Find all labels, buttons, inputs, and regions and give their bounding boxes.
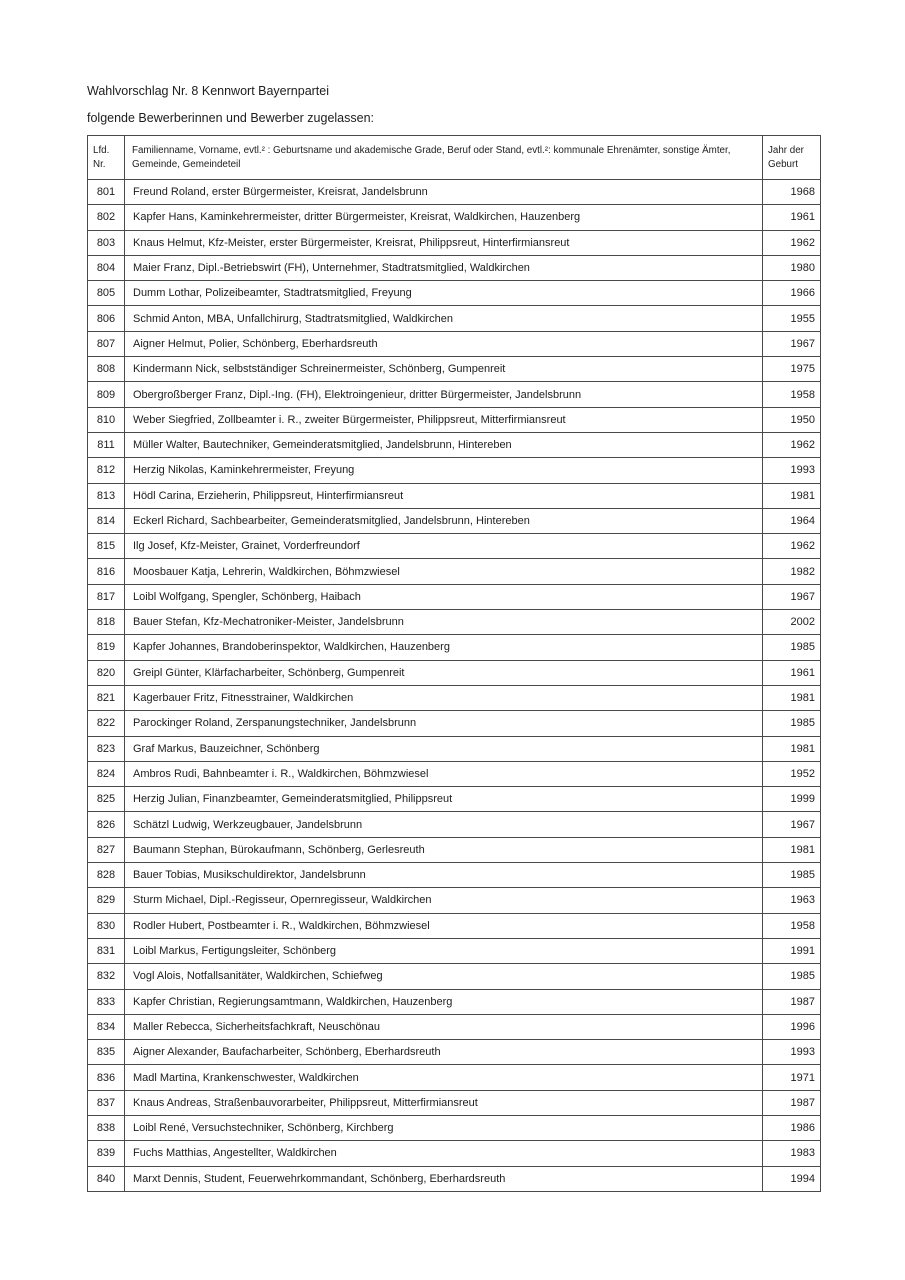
row-number: 806 [88,306,125,331]
row-candidate-details: Ambros Rudi, Bahnbeamter i. R., Waldkirchen, Böhmzwiesel [125,761,763,786]
row-candidate-details: Kapfer Christian, Regierungsamtmann, Waldkirchen, Hauzenberg [125,989,763,1014]
row-birth-year: 1993 [763,1040,821,1065]
row-candidate-details: Kapfer Johannes, Brandoberinspektor, Waldkirchen, Hauzenberg [125,635,763,660]
row-birth-year: 1964 [763,508,821,533]
row-birth-year: 1968 [763,180,821,205]
table-row [88,837,821,862]
row-candidate-details: Marxt Dennis, Student, Feuerwehrkommandant, Schönberg, Eberhardsreuth [125,1166,763,1191]
row-number: 812 [88,458,125,483]
table-row [88,685,821,710]
row-birth-year: 1985 [763,964,821,989]
row-candidate-details: Ilg Josef, Kfz-Meister, Grainet, Vorderfreundorf [125,534,763,559]
row-candidate-details: Rodler Hubert, Postbeamter i. R., Waldkirchen, Böhmzwiesel [125,913,763,938]
row-number: 838 [88,1115,125,1140]
row-birth-year: 2002 [763,610,821,635]
table-row [88,458,821,483]
table-row [88,559,821,584]
row-number: 814 [88,508,125,533]
row-number: 839 [88,1141,125,1166]
table-row [88,483,821,508]
row-birth-year: 1975 [763,357,821,382]
candidate-table-body [88,180,821,1192]
row-birth-year: 1980 [763,255,821,280]
row-birth-year: 1981 [763,837,821,862]
row-number: 826 [88,812,125,837]
table-row [88,584,821,609]
row-number: 803 [88,230,125,255]
row-birth-year: 1971 [763,1065,821,1090]
table-row [88,230,821,255]
row-number: 818 [88,610,125,635]
row-number: 801 [88,180,125,205]
row-candidate-details: Maller Rebecca, Sicherheitsfachkraft, Neuschönau [125,1014,763,1039]
row-number: 815 [88,534,125,559]
row-birth-year: 1987 [763,989,821,1014]
table-row [88,382,821,407]
row-candidate-details: Maier Franz, Dipl.-Betriebswirt (FH), Unternehmer, Stadtratsmitglied, Waldkirchen [125,255,763,280]
table-row [88,736,821,761]
row-birth-year: 1958 [763,913,821,938]
table-row [88,888,821,913]
table-row [88,863,821,888]
table-row [88,306,821,331]
row-candidate-details: Weber Siegfried, Zollbeamter i. R., zweiter Bürgermeister, Philippsreut, Mitterfirmiansreut [125,407,763,432]
table-row [88,938,821,963]
row-number: 809 [88,382,125,407]
row-candidate-details: Madl Martina, Krankenschwester, Waldkirchen [125,1065,763,1090]
row-number: 821 [88,685,125,710]
row-birth-year: 1967 [763,331,821,356]
row-birth-year: 1981 [763,685,821,710]
row-number: 817 [88,584,125,609]
row-candidate-details: Herzig Nikolas, Kaminkehrermeister, Freyung [125,458,763,483]
row-number: 820 [88,660,125,685]
row-candidate-details: Greipl Günter, Klärfacharbeiter, Schönberg, Gumpenreit [125,660,763,685]
row-number: 813 [88,483,125,508]
row-birth-year: 1967 [763,584,821,609]
row-candidate-details: Bauer Tobias, Musikschuldirektor, Jandelsbrunn [125,863,763,888]
row-candidate-details: Herzig Julian, Finanzbeamter, Gemeinderatsmitglied, Philippsreut [125,787,763,812]
row-candidate-details: Moosbauer Katja, Lehrerin, Waldkirchen, Böhmzwiesel [125,559,763,584]
row-birth-year: 1961 [763,660,821,685]
row-birth-year: 1999 [763,787,821,812]
table-row [88,989,821,1014]
row-number: 837 [88,1090,125,1115]
table-row [88,1115,821,1140]
row-candidate-details: Eckerl Richard, Sachbearbeiter, Gemeinderatsmitglied, Jandelsbrunn, Hintereben [125,508,763,533]
table-row [88,913,821,938]
row-birth-year: 1966 [763,281,821,306]
table-row [88,281,821,306]
row-number: 804 [88,255,125,280]
row-birth-year: 1967 [763,812,821,837]
row-number: 822 [88,711,125,736]
row-candidate-details: Dumm Lothar, Polizeibeamter, Stadtratsmitglied, Freyung [125,281,763,306]
table-row [88,534,821,559]
row-number: 810 [88,407,125,432]
row-candidate-details: Schmid Anton, MBA, Unfallchirurg, Stadtratsmitglied, Waldkirchen [125,306,763,331]
table-row [88,508,821,533]
row-candidate-details: Fuchs Matthias, Angestellter, Waldkirchen [125,1141,763,1166]
row-birth-year: 1963 [763,888,821,913]
row-birth-year: 1985 [763,635,821,660]
row-number: 824 [88,761,125,786]
row-candidate-details: Kapfer Hans, Kaminkehrermeister, dritter Bürgermeister, Kreisrat, Waldkirchen, Hauzenberg [125,205,763,230]
row-number: 840 [88,1166,125,1191]
row-candidate-details: Kindermann Nick, selbstständiger Schreinermeister, Schönberg, Gumpenreit [125,357,763,382]
row-number: 811 [88,432,125,457]
row-candidate-details: Graf Markus, Bauzeichner, Schönberg [125,736,763,761]
row-candidate-details: Hödl Carina, Erzieherin, Philippsreut, Hinterfirmiansreut [125,483,763,508]
row-number: 819 [88,635,125,660]
row-birth-year: 1993 [763,458,821,483]
row-birth-year: 1952 [763,761,821,786]
row-number: 807 [88,331,125,356]
row-number: 830 [88,913,125,938]
row-number: 823 [88,736,125,761]
row-candidate-details: Knaus Andreas, Straßenbauvorarbeiter, Philippsreut, Mitterfirmiansreut [125,1090,763,1115]
table-row [88,964,821,989]
table-row [88,711,821,736]
table-row [88,635,821,660]
row-number: 834 [88,1014,125,1039]
row-number: 833 [88,989,125,1014]
table-row [88,180,821,205]
row-birth-year: 1981 [763,483,821,508]
table-row [88,357,821,382]
table-row [88,205,821,230]
table-row [88,787,821,812]
table-row [88,812,821,837]
row-candidate-details: Freund Roland, erster Bürgermeister, Kreisrat, Jandelsbrunn [125,180,763,205]
row-number: 829 [88,888,125,913]
row-candidate-details: Vogl Alois, Notfallsanitäter, Waldkirchen, Schiefweg [125,964,763,989]
column-header-lfd-nr: Lfd. Nr. [88,136,125,180]
row-birth-year: 1985 [763,863,821,888]
table-row [88,407,821,432]
row-number: 808 [88,357,125,382]
row-candidate-details: Sturm Michael, Dipl.-Regisseur, Opernregisseur, Waldkirchen [125,888,763,913]
row-birth-year: 1955 [763,306,821,331]
row-candidate-details: Obergroßberger Franz, Dipl.-Ing. (FH), Elektroingenieur, dritter Bürgermeister, Jandelsbrunn [125,382,763,407]
row-birth-year: 1985 [763,711,821,736]
row-candidate-details: Aigner Helmut, Polier, Schönberg, Eberhardsreuth [125,331,763,356]
page-title: Wahlvorschlag Nr. 8 Kennwort Bayernpartei [87,84,330,98]
row-candidate-details: Loibl René, Versuchstechniker, Schönberg, Kirchberg [125,1115,763,1140]
row-candidate-details: Müller Walter, Bautechniker, Gemeinderatsmitglied, Jandelsbrunn, Hintereben [125,432,763,457]
row-candidate-details: Baumann Stephan, Bürokaufmann, Schönberg, Gerlesreuth [125,837,763,862]
table-row [88,331,821,356]
row-number: 836 [88,1065,125,1090]
row-candidate-details: Kagerbauer Fritz, Fitnesstrainer, Waldkirchen [125,685,763,710]
row-birth-year: 1962 [763,432,821,457]
row-birth-year: 1950 [763,407,821,432]
table-row [88,432,821,457]
row-candidate-details: Loibl Wolfgang, Spengler, Schönberg, Haibach [125,584,763,609]
row-birth-year: 1991 [763,938,821,963]
table-row [88,1166,821,1191]
row-number: 832 [88,964,125,989]
row-number: 825 [88,787,125,812]
row-birth-year: 1981 [763,736,821,761]
column-header-birth-year: Jahr der Geburt [763,136,821,180]
row-candidate-details: Aigner Alexander, Baufacharbeiter, Schönberg, Eberhardsreuth [125,1040,763,1065]
page-subtitle: folgende Bewerberinnen und Bewerber zugelassen: [87,111,374,125]
row-candidate-details: Bauer Stefan, Kfz-Mechatroniker-Meister, Jandelsbrunn [125,610,763,635]
row-number: 831 [88,938,125,963]
row-birth-year: 1962 [763,534,821,559]
table-row [88,761,821,786]
row-number: 816 [88,559,125,584]
table-row [88,660,821,685]
table-row [88,1040,821,1065]
row-candidate-details: Loibl Markus, Fertigungsleiter, Schönberg [125,938,763,963]
table-row [88,610,821,635]
row-birth-year: 1982 [763,559,821,584]
row-number: 802 [88,205,125,230]
row-birth-year: 1958 [763,382,821,407]
header-row [88,136,821,180]
table-row [88,1090,821,1115]
table-row [88,1141,821,1166]
row-birth-year: 1994 [763,1166,821,1191]
row-birth-year: 1962 [763,230,821,255]
row-candidate-details: Knaus Helmut, Kfz-Meister, erster Bürgermeister, Kreisrat, Philippsreut, Hinterfirmiansreut [125,230,763,255]
table-row [88,1065,821,1090]
candidate-table-header [88,136,821,180]
row-birth-year: 1986 [763,1115,821,1140]
table-row [88,255,821,280]
row-birth-year: 1996 [763,1014,821,1039]
table-row [88,1014,821,1039]
candidate-table [87,135,821,1192]
row-number: 835 [88,1040,125,1065]
row-birth-year: 1961 [763,205,821,230]
row-birth-year: 1983 [763,1141,821,1166]
row-birth-year: 1987 [763,1090,821,1115]
column-header-name-details: Familienname, Vorname, evtl.² : Geburtsname und akademische Grade, Beruf oder Stand, evtl.²: kommunale Ehrenämter, sonstige Ämter, Gemeinde, Gemeindeteil [125,136,763,180]
row-number: 827 [88,837,125,862]
row-number: 828 [88,863,125,888]
row-number: 805 [88,281,125,306]
row-candidate-details: Schätzl Ludwig, Werkzeugbauer, Jandelsbrunn [125,812,763,837]
row-candidate-details: Parockinger Roland, Zerspanungstechniker, Jandelsbrunn [125,711,763,736]
